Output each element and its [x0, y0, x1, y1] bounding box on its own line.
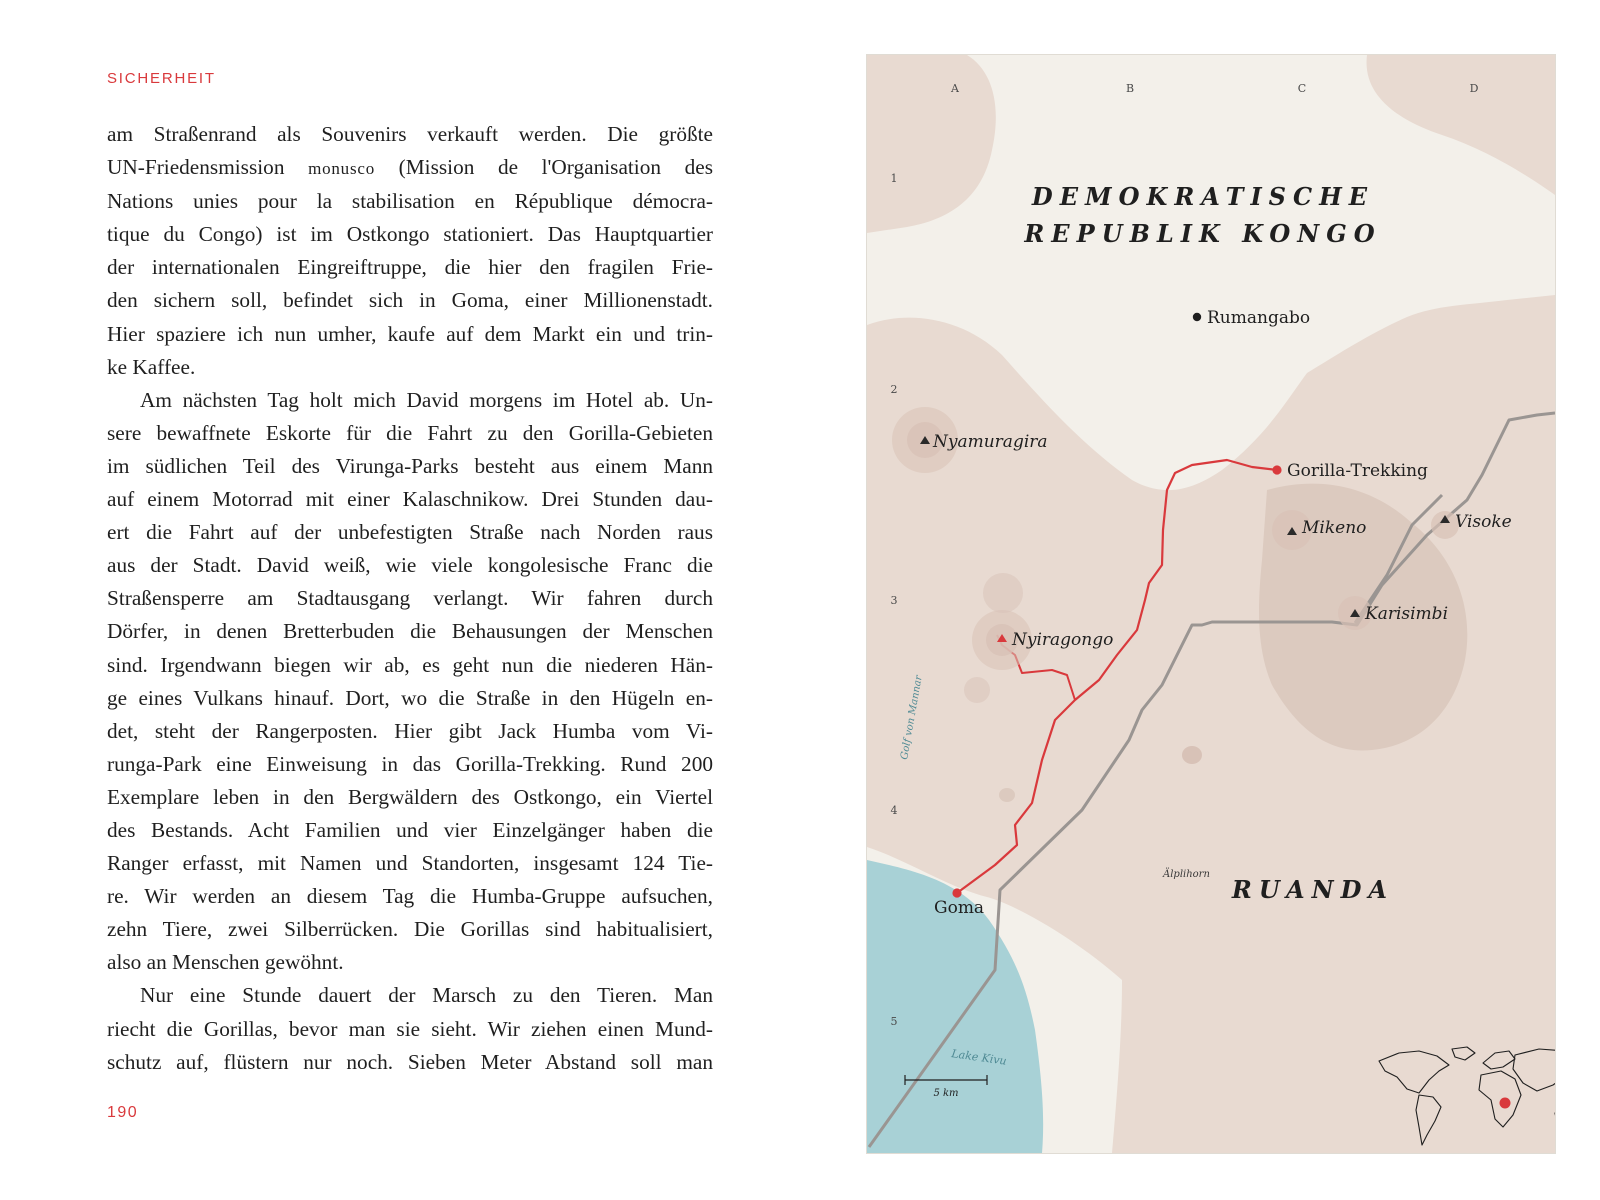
text-line: schutz auf, flüstern nur noch. Sieben Meter Abstand soll man	[107, 1049, 713, 1074]
body-text	[107, 118, 713, 1079]
place-dot-icon	[1272, 465, 1281, 474]
text-line: Hier spaziere ich nun umher, kaufe auf dem Markt ein und trin-	[107, 321, 713, 346]
text-line: runga-Park eine Einweisung in das Gorilla-Trekking. Rund 200	[107, 751, 713, 776]
text-line: ert die Fahrt auf der unbefestigten Straße nach Norden raus	[107, 520, 713, 545]
volcano-ring	[983, 573, 1023, 613]
volcano-label: Mikeno	[1302, 518, 1367, 538]
text-line: sere bewaffnete Eskorte für die Fahrt zu den Gorilla-Gebieten	[107, 420, 713, 445]
text-line: Exemplare leben in den Bergwäldern des Ostkongo, ein Viertel	[107, 784, 713, 809]
text-line: Nations unies pour la stabilisation en République démocra-	[107, 189, 713, 214]
grid-row-label: 5	[890, 1015, 898, 1028]
country-label-drc: DEMOKRATISCHE	[1031, 182, 1375, 211]
text-line: aus der Stadt. David weiß, wie viele kongolesische Franc die	[107, 553, 713, 578]
place-label: Gorilla-Trekking	[1287, 461, 1428, 481]
text-line: sind. Irgendwann biegen wir ab, es geht nun die niederen Hän-	[107, 652, 713, 677]
grid-row-label: 3	[890, 594, 898, 607]
text-line: Ranger erfasst, mit Namen und Standorten, insgesamt 124 Tie-	[107, 851, 713, 876]
place-label: Rumangabo	[1207, 308, 1311, 328]
text-line: det, steht der Rangerposten. Hier gibt Jack Humba vom Vi-	[107, 718, 713, 743]
paragraph	[107, 118, 713, 384]
text-line	[107, 151, 713, 185]
terrain-hill	[999, 788, 1015, 802]
text-line: ge eines Vulkans hinauf. Dort, wo die Straße in den Hügeln en-	[107, 685, 713, 710]
volcano-label: Karisimbi	[1365, 604, 1448, 624]
running-head: SICHERHEIT	[107, 70, 216, 87]
volcano-label: Nyiragongo	[1012, 630, 1114, 650]
country-label-rwanda: RUANDA	[1231, 875, 1395, 904]
paragraph	[107, 979, 713, 1078]
volcano-label: Visoke	[1455, 512, 1512, 532]
text-line: zehn Tiere, zwei Silberrücken. Die Gorillas sind habitualisiert,	[107, 917, 713, 942]
text-line: tique du Congo) ist im Ostkongo stationiert. Das Hauptquartier	[107, 222, 713, 247]
location-dot-icon	[1500, 1098, 1511, 1109]
country-label-drc: REPUBLIK KONGO	[1024, 219, 1382, 248]
text-line: Am nächsten Tag holt mich David morgens im Hotel ab. Un-	[140, 387, 713, 412]
text-segment: (Mission de l'Organisation des	[375, 155, 713, 180]
grid-column-label: A	[951, 82, 959, 95]
water-label: Lake Kivu	[950, 1047, 1008, 1068]
place-dot-icon	[952, 888, 961, 897]
place-label: Goma	[934, 898, 985, 918]
paragraph	[107, 384, 713, 980]
grid-row-label: 1	[890, 172, 898, 185]
text-segment: UN-Friedensmission	[107, 155, 309, 180]
text-line: auf einem Motorrad mit einer Kalaschnikow. Drei Stunden dau-	[107, 487, 713, 512]
text-line: des Bestands. Acht Familien und vier Einzelgänger haben die	[107, 817, 713, 842]
text-line: riecht die Gorillas, bevor man sie sieht. Wir ziehen einen Mund-	[107, 1016, 713, 1041]
abbreviation: monusco	[308, 159, 376, 179]
water-label: Golf von Mannar	[899, 674, 925, 761]
text-line: Nur eine Stunde dauert der Marsch zu den Tieren. Man	[140, 983, 713, 1008]
text-line: also an Menschen gewöhnt.	[107, 950, 344, 975]
grid-row-label: 4	[890, 804, 898, 817]
place-dot-icon	[1193, 313, 1201, 321]
text-line: Dörfer, in denen Bretterbuden die Behausungen der Menschen	[107, 619, 713, 644]
text-line: den sichern soll, befindet sich in Goma, einer Millionenstadt.	[107, 288, 713, 313]
scale-label: 5 km	[933, 1088, 959, 1099]
grid-row-label: 2	[890, 383, 898, 396]
grid-column-label: B	[1125, 82, 1135, 95]
text-line: am Straßenrand als Souvenirs verkauft werden. Die größte	[107, 122, 713, 146]
terrain-hill	[1182, 746, 1202, 764]
grid-column-label: D	[1469, 82, 1479, 95]
place-label: Älplihorn	[1163, 869, 1210, 880]
text-line: ke Kaffee.	[107, 354, 196, 379]
text-line: re. Wir werden an diesem Tag die Humba-Gruppe aufsuchen,	[107, 884, 713, 909]
map-svg	[867, 55, 1555, 1153]
map-panel	[866, 54, 1556, 1154]
volcano-label: Nyamuragira	[933, 432, 1048, 452]
terrain-area-north	[867, 55, 996, 233]
text-line: im südlichen Teil des Virunga-Parks besteht aus einem Mann	[107, 453, 713, 478]
volcano-ring	[964, 677, 990, 703]
text-line: Straßensperre am Stadtausgang verlangt. Wir fahren durch	[107, 586, 713, 611]
grid-column-label: C	[1297, 82, 1307, 95]
text-line: der internationalen Eingreiftruppe, die hier den fragilen Frie-	[107, 255, 713, 280]
page-number: 190	[107, 1104, 139, 1121]
